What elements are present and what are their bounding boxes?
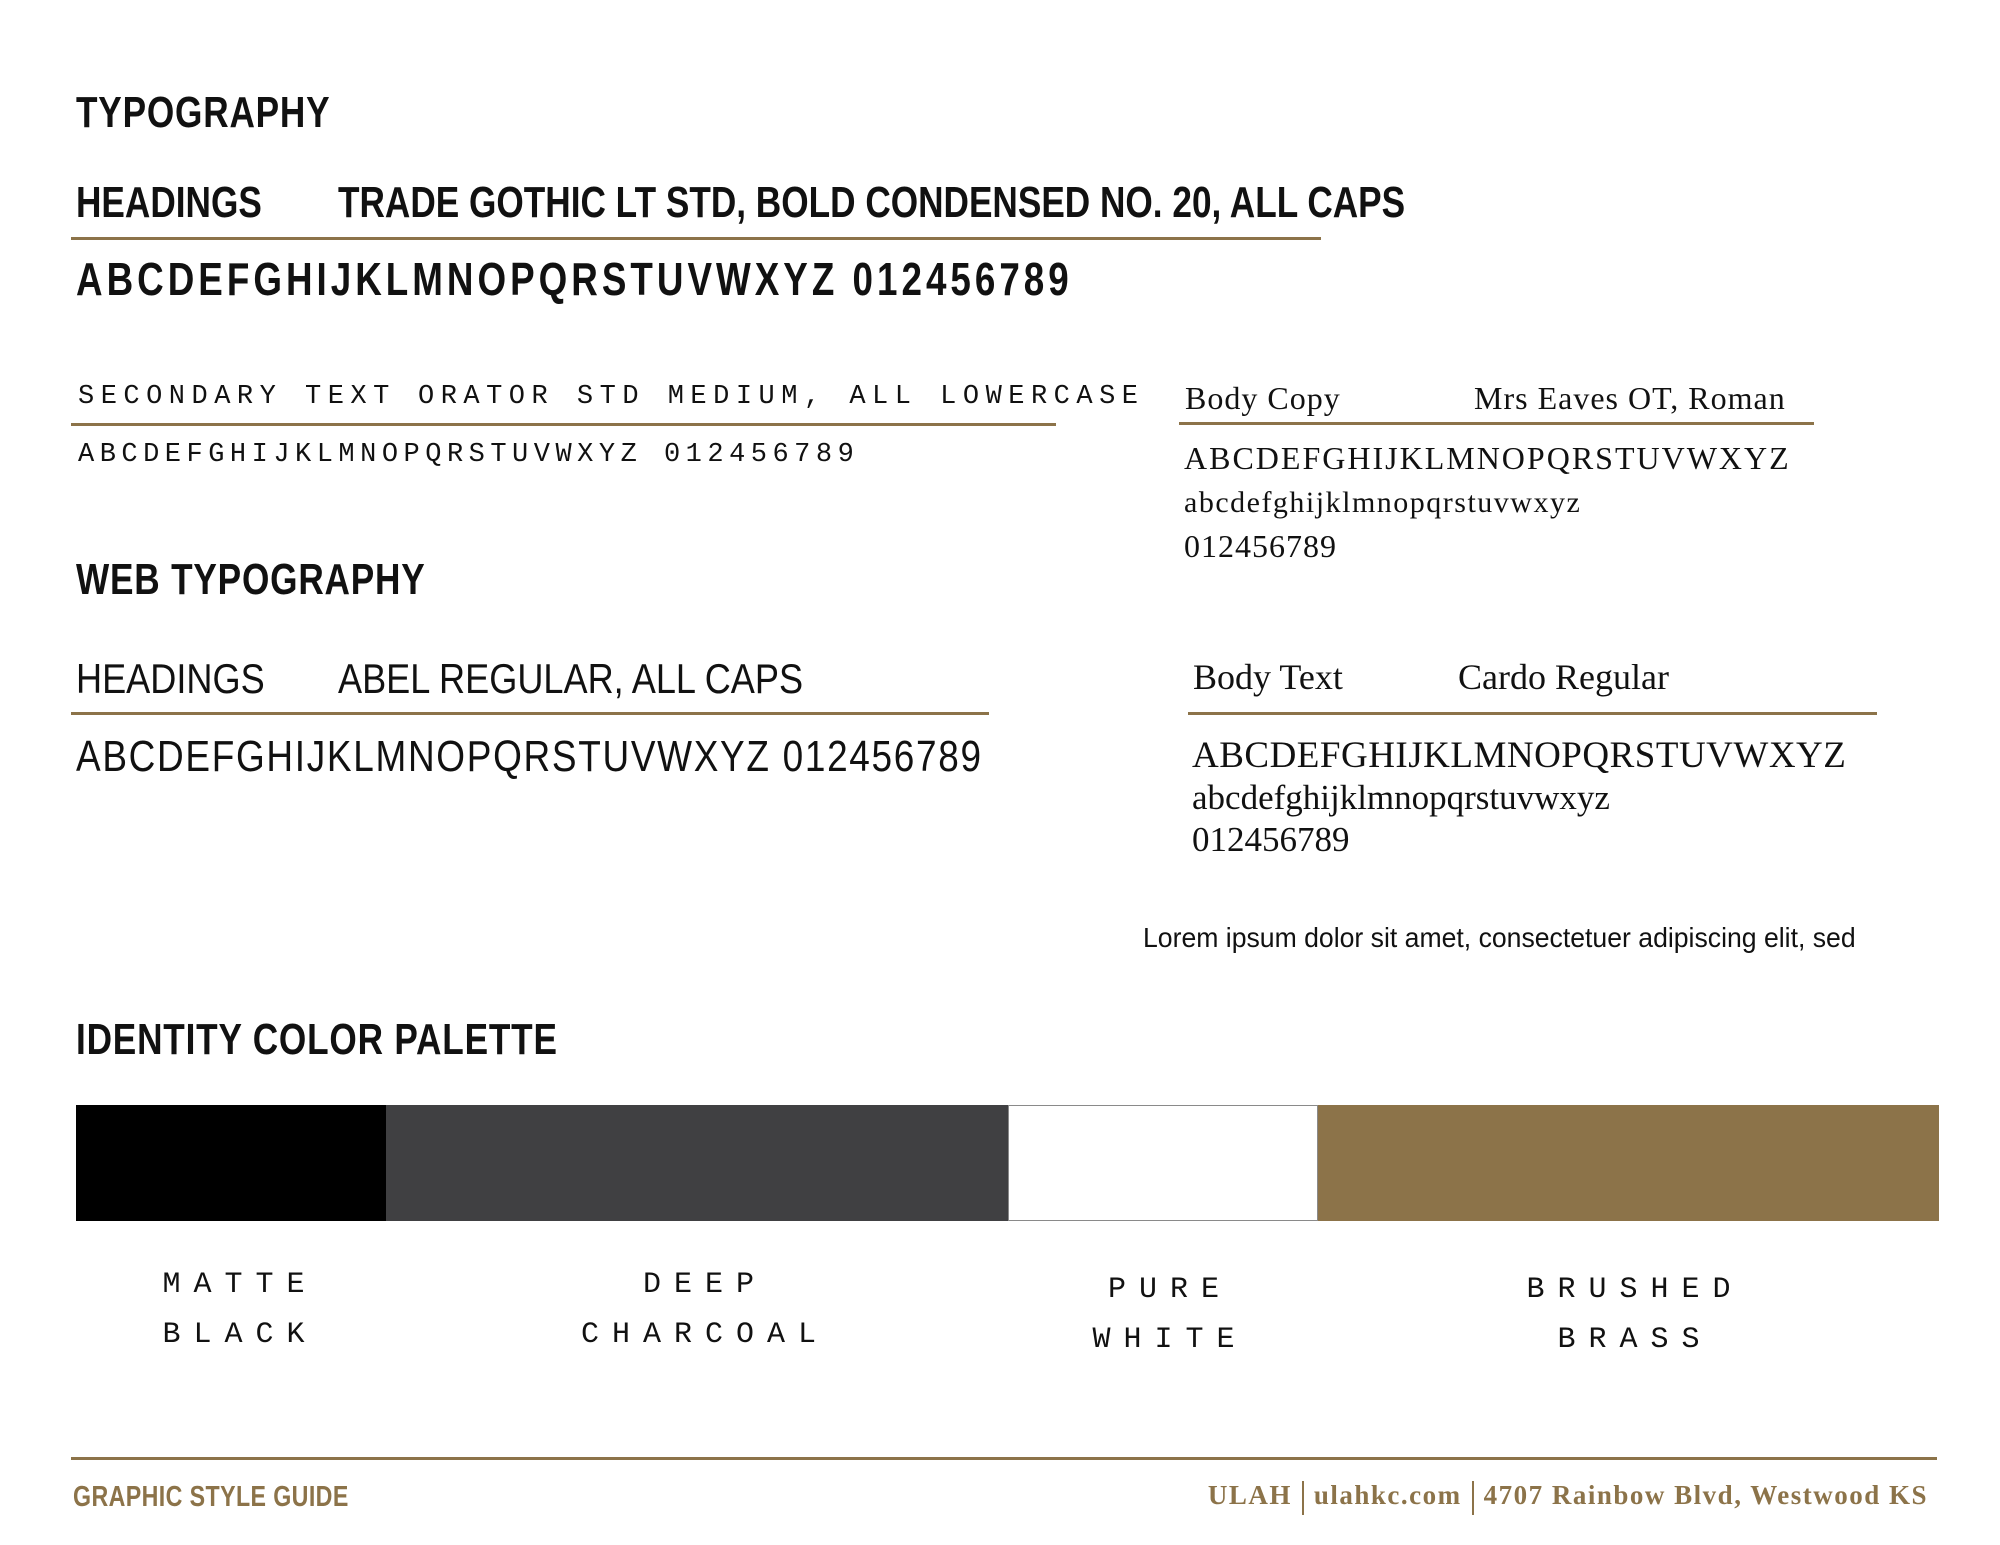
body-copy-font-name: Mrs Eaves OT, Roman [1474,380,1786,416]
footer-separator [1302,1481,1304,1515]
swatch-label-matte-black [120,1260,360,1360]
web-headings-font-name: ABEL REGULAR, ALL CAPS [338,655,804,702]
body-copy-uppercase: ABCDEFGHIJKLMNOPQRSTUVWXYZ [1184,440,1791,476]
footer-contact [1208,1480,1928,1515]
web-body-lowercase: abcdefghijklmnopqrstuvwxyz [1192,778,1610,817]
web-body-uppercase: ABCDEFGHIJKLMNOPQRSTUVWXYZ [1192,735,1847,776]
swatch-label-pure-white [1050,1265,1290,1365]
secondary-sample: ABCDEFGHIJKLMNOPQRSTUVWXYZ 012456789 [78,440,860,470]
footer-separator [1472,1481,1474,1515]
swatch-pure-white [1008,1105,1318,1221]
web-body-rule [1188,712,1877,715]
web-body-font-name: Cardo Regular [1458,657,1669,697]
body-copy-rule [1179,422,1814,425]
headings-rule [71,237,1321,240]
swatch-label-line2: BLACK [162,1318,318,1352]
headings-sample: ABCDEFGHIJKLMNOPQRSTUVWXYZ 012456789 [76,253,1073,305]
swatch-label-deep-charcoal [555,1260,855,1360]
swatch-label-line1: PURE [1107,1273,1232,1307]
secondary-rule [71,423,1056,426]
typography-title: TYPOGRAPHY [76,88,331,137]
swatch-label-line2: CHARCOAL [580,1318,830,1352]
swatch-matte-black [76,1105,386,1221]
swatch-label-line2: WHITE [1092,1323,1248,1357]
web-headings-rule [71,712,989,715]
secondary-label: SECONDARY TEXT [78,382,396,412]
web-body-digits: 012456789 [1192,820,1350,859]
lorem-sample: Lorem ipsum dolor sit amet, consectetuer adipiscing elit, sed [1143,922,1856,953]
swatch-label-brushed-brass [1490,1265,1780,1365]
footer-website: ulahkc.com [1313,1480,1462,1510]
body-copy-lowercase: abcdefghijklmnopqrstuvwxyz [1184,486,1582,519]
footer-brand: ULAH [1207,1480,1292,1510]
palette-title: IDENTITY COLOR PALETTE [76,1015,558,1064]
swatch-label-line1: MATTE [162,1268,318,1302]
web-body-label: Body Text [1193,657,1343,697]
headings-font-name: TRADE GOTHIC LT STD, BOLD CONDENSED NO. 20, ALL CAPS [338,178,1406,227]
web-headings-label: HEADINGS [76,655,265,702]
footer-guide-title: GRAPHIC STYLE GUIDE [73,1481,349,1513]
swatch-label-line1: DEEP [642,1268,767,1302]
web-headings-sample: ABCDEFGHIJKLMNOPQRSTUVWXYZ 012456789 [76,732,983,781]
body-copy-digits: 012456789 [1184,528,1337,564]
secondary-font-name: ORATOR STD MEDIUM, ALL LOWERCASE [418,382,1145,412]
swatch-label-line1: BRUSHED [1526,1273,1744,1307]
swatch-label-line2: BRASS [1557,1323,1713,1357]
footer-address: 4707 Rainbow Blvd, Westwood KS [1483,1480,1928,1510]
body-copy-label: Body Copy [1185,380,1341,416]
headings-label: HEADINGS [76,178,262,227]
footer-rule [71,1457,1937,1460]
web-typography-title: WEB TYPOGRAPHY [76,555,426,604]
swatch-brushed-brass [1318,1105,1939,1221]
swatch-deep-charcoal [386,1105,1008,1221]
